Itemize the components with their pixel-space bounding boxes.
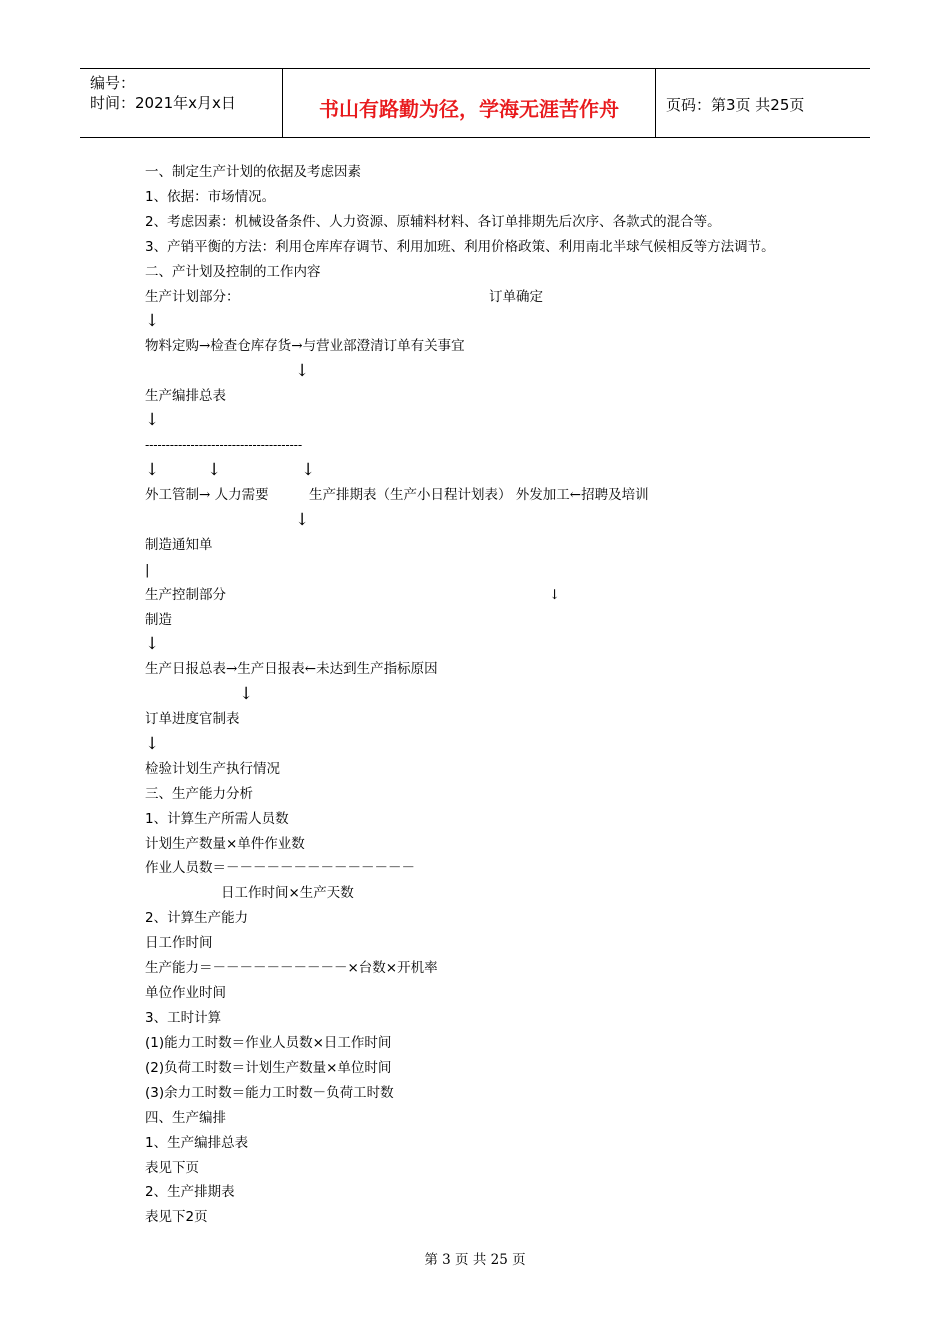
flow-node: 生产编排总表 — [145, 388, 226, 404]
subsection-heading: 2、计算生产能力 — [145, 910, 249, 926]
flow-node: 制造 — [145, 612, 172, 628]
flow-node: 订单确定 — [489, 289, 543, 305]
header-page-number: 页码：第3页 共25页 — [666, 96, 805, 114]
down-arrow-icon: ↓ — [295, 361, 310, 381]
formula-line: (2)负荷工时数＝计划生产数量×单位时间 — [145, 1060, 392, 1076]
header-info-cell — [80, 69, 283, 137]
flow-label: 生产计划部分： — [145, 289, 240, 305]
down-arrow-icon: ↓ — [239, 684, 254, 704]
down-arrow-icon: ↓ — [295, 510, 310, 530]
flow-node: 订单进度官制表 — [145, 711, 240, 727]
flow-connector: | — [145, 562, 150, 578]
formula-line: 生产能力＝－－－－－－－－－－×台数×开机率 — [145, 960, 438, 976]
down-arrow-icon: ↓ — [145, 634, 160, 654]
flow-node: 生产排期表（生产小日程计划表） 外发加工←招聘及培训 — [309, 487, 649, 503]
formula-denominator: 日工作时间×生产天数 — [221, 885, 354, 901]
formula-line: (3)余力工时数＝能力工时数－负荷工时数 — [145, 1085, 394, 1101]
header-motto: 书山有路勤为径，学海无涯苦作舟 — [319, 97, 619, 121]
subsection-heading: 3、工时计算 — [145, 1010, 222, 1026]
down-arrow-icon: ↓ — [207, 460, 222, 480]
flow-divider: -------------------------------------- — [145, 438, 302, 452]
section-heading: 四、生产编排 — [145, 1110, 226, 1126]
down-arrow-icon: ↓ — [145, 734, 160, 754]
section-heading: 二、产计划及控制的工作内容 — [145, 264, 321, 280]
flow-label: 生产控制部分 — [145, 587, 226, 603]
document-date: 时间：2021年x月x日 — [90, 94, 236, 112]
flow-node: 物料定购→检查仓库存货→与营业部澄清订单有关事宜 — [145, 338, 465, 354]
formula-numerator: 计划生产数量×单件作业数 — [145, 836, 305, 852]
down-arrow-icon: ↓ — [145, 410, 160, 430]
subsection-heading: 1、计算生产所需人员数 — [145, 811, 289, 827]
section-heading: 一、制定生产计划的依据及考虑因素 — [145, 164, 361, 180]
flow-node: 外工管制→ 人力需要 — [145, 487, 269, 503]
formula-line: 作业人员数＝－－－－－－－－－－－－－－ — [145, 860, 415, 876]
down-arrow-icon: ↓ — [145, 460, 160, 480]
formula-line: (1)能力工时数＝作业人员数×日工作时间 — [145, 1035, 392, 1051]
down-arrow-icon: ↓ — [549, 587, 561, 603]
paragraph: 表见下2页 — [145, 1209, 208, 1225]
formula-denominator: 单位作业时间 — [145, 985, 226, 1001]
down-arrow-icon: ↓ — [301, 460, 316, 480]
page-header — [80, 68, 870, 138]
header-motto-cell — [283, 69, 656, 137]
header-page-cell — [656, 69, 870, 137]
paragraph: 1、依据：市场情况。 — [145, 189, 276, 205]
paragraph: 表见下页 — [145, 1160, 199, 1176]
subsection-heading: 1、生产编排总表 — [145, 1135, 249, 1151]
section-heading: 三、生产能力分析 — [145, 786, 253, 802]
document-number-label: 编号： — [90, 74, 136, 92]
flow-node: 生产日报总表→生产日报表←未达到生产指标原因 — [145, 661, 438, 677]
subsection-heading: 2、生产排期表 — [145, 1184, 235, 1200]
flow-node: 检验计划生产执行情况 — [145, 761, 280, 777]
paragraph: 2、考虑因素：机械设备条件、人力资源、原辅料材料、各订单排期先后次序、各款式的混合等。 — [145, 214, 721, 230]
formula-numerator: 日工作时间 — [145, 935, 213, 951]
flow-node: 制造通知单 — [145, 537, 213, 553]
down-arrow-icon: ↓ — [145, 311, 160, 331]
page-footer: 第 3 页 共 25 页 — [424, 1252, 526, 1268]
paragraph: 3、产销平衡的方法：利用仓库库存调节、利用加班、利用价格政策、利用南北半球气候相反等方法调节。 — [145, 239, 775, 255]
